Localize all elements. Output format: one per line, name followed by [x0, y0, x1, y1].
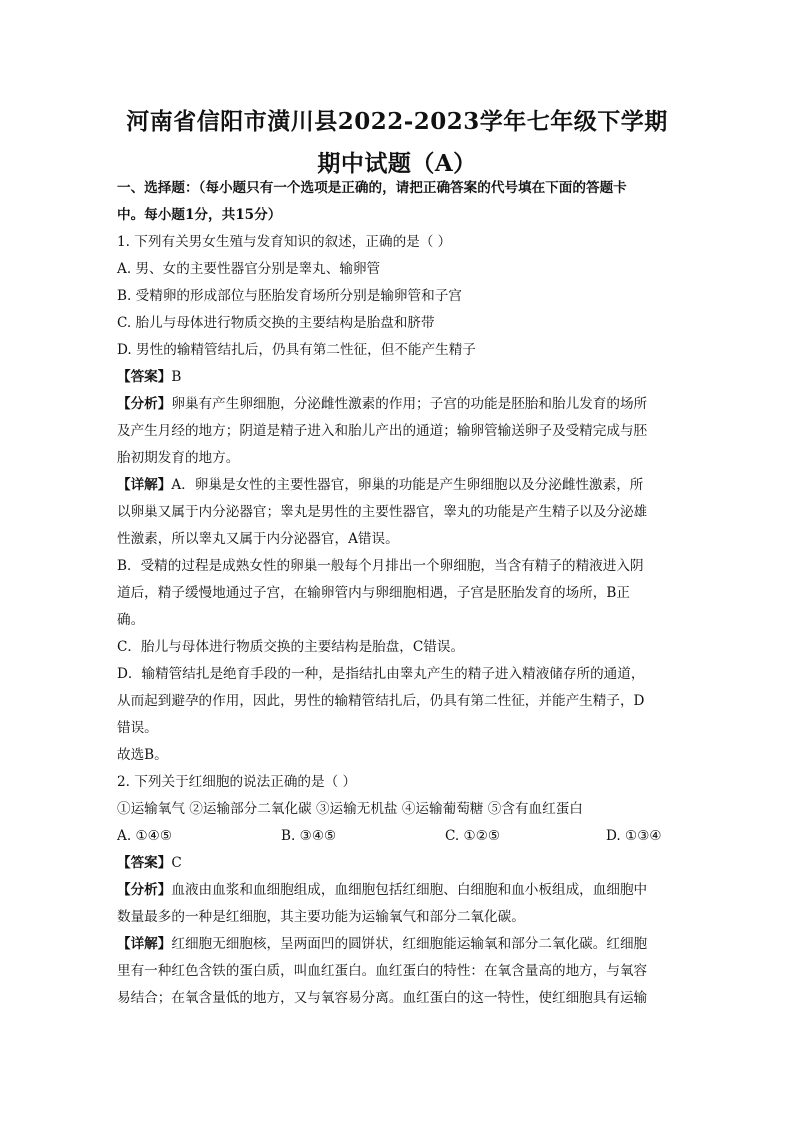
- detail-tag: 【详解】: [117, 477, 172, 493]
- question-2-detail-line: 里有一种红色含铁的蛋白质，叫血红蛋白。血红蛋白的特性：在氧含量高的地方，与氧容: [117, 963, 648, 979]
- question-2-analysis-line: [117, 881, 647, 900]
- detail-text: A．卵巢是女性的主要性器官，卵巢的功能是产生卵细胞以及分泌雌性激素，所: [171, 477, 644, 493]
- question-2-stem: 2. 下列关于红细胞的说法正确的是（ ）: [117, 774, 357, 790]
- answer-value: C: [171, 855, 182, 871]
- question-1-detail-line: 道后，精子缓慢地通过子宫，在输卵管内与卵细胞相遇，子宫是胚胎发育的场所，B正: [117, 585, 630, 601]
- answer-tag: 【答案】: [117, 369, 172, 385]
- question-2-option-a: A. ①④⑤: [117, 828, 173, 844]
- question-1-analysis-line: 及产生月经的地方；阴道是精子进入和胎儿产出的通道；输卵管输送卵子及受精完成与胚: [117, 423, 648, 439]
- section-heading-cont: 中。每小题1分，共15分）: [117, 207, 282, 223]
- question-2-detail-line: [117, 935, 647, 954]
- question-1-detail-line: 以卵巢又属于内分泌器官；睾丸是男性的主要性器官，睾丸的功能是产生精子以及分泌雄: [117, 504, 648, 520]
- question-1-option-c: C. 胎儿与母体进行物质交换的主要结构是胎盘和脐带: [117, 315, 435, 331]
- question-1-detail-line: 错误。: [117, 720, 158, 736]
- analysis-text: 血液由血浆和血细胞组成，血细胞包括红细胞、白细胞和血小板组成，血细胞中: [171, 882, 648, 898]
- question-1-option-b: B. 受精卵的形成部位与胚胎发育场所分别是输卵管和子宫: [117, 288, 462, 304]
- question-1-detail-line: 性激素，所以睾丸又属于内分泌器官，A错误。: [117, 531, 399, 547]
- answer-value: B: [171, 369, 182, 385]
- question-1-detail-line: 从而起到避孕的作用，因此，男性的输精管结扎后，仍具有第二性征，并能产生精子，D: [117, 693, 645, 709]
- question-1-detail-line: C．胎儿与母体进行物质交换的主要结构是胎盘，C错误。: [117, 639, 465, 655]
- page-title-line1: 河南省信阳市潢川县2022-2023学年七年级下学期: [126, 108, 668, 135]
- question-2-answer: [117, 854, 182, 873]
- question-2-analysis-line: 数量最多的一种是红细胞，其主要功能为运输氧气和部分二氧化碳。: [117, 909, 525, 925]
- question-1-analysis-line: 胎初期发育的地方。: [117, 450, 240, 466]
- question-1-detail-line: B．受精的过程是成熟女性的卵巢一般每个月排出一个卵细胞，当含有精子的精液进入阴: [117, 558, 644, 574]
- question-1-stem: 1. 下列有关男女生殖与发育知识的叙述，正确的是（ ）: [117, 234, 452, 250]
- page-title-line2: 期中试题（A）: [317, 150, 477, 177]
- detail-text: 红细胞无细胞核，呈两面凹的圆饼状，红细胞能运输氧和部分二氧化碳。红细胞: [171, 936, 648, 952]
- detail-tag: 【详解】: [117, 936, 172, 952]
- question-2-detail-line: 易结合；在氧含量低的地方，又与氧容易分离。血红蛋白的这一特性，使红细胞具有运输: [117, 990, 648, 1006]
- question-1-detail-line: D．输精管结扎是绝育手段的一种，是指结扎由睾丸产生的精子进入精液储存所的通道，: [117, 666, 645, 682]
- question-2-option-b: B. ③④⑤: [281, 828, 337, 844]
- question-1-detail-line: 确。: [117, 612, 145, 628]
- section-heading: 一、选择题：（每小题只有一个选项是正确的，请把正确答案的代号填在下面的答题卡: [117, 180, 627, 196]
- question-1-option-d: D. 男性的输精管结扎后，仍具有第二性征，但不能产生精子: [117, 342, 476, 358]
- question-2-option-c: C. ①②⑤: [445, 828, 501, 844]
- analysis-tag: 【分析】: [117, 396, 172, 412]
- question-1-answer: [117, 368, 181, 387]
- question-2-items: ①运输氧气 ②运输部分二氧化碳 ③运输无机盐 ④运输葡萄糖 ⑤含有血红蛋白: [117, 801, 583, 817]
- question-1-detail-line: [117, 476, 643, 495]
- analysis-tag: 【分析】: [117, 882, 172, 898]
- analysis-text: 卵巢有产生卵细胞，分泌雌性激素的作用；子宫的功能是胚胎和胎儿发育的场所: [171, 396, 648, 412]
- answer-tag: 【答案】: [117, 855, 172, 871]
- question-2-option-d: D. ①③④: [606, 828, 662, 844]
- question-1-analysis-line: [117, 395, 647, 414]
- question-1-option-a: A. 男、女的主要性器官分别是睾丸、输卵管: [117, 261, 381, 277]
- question-1-detail-line: 故选B。: [117, 747, 168, 763]
